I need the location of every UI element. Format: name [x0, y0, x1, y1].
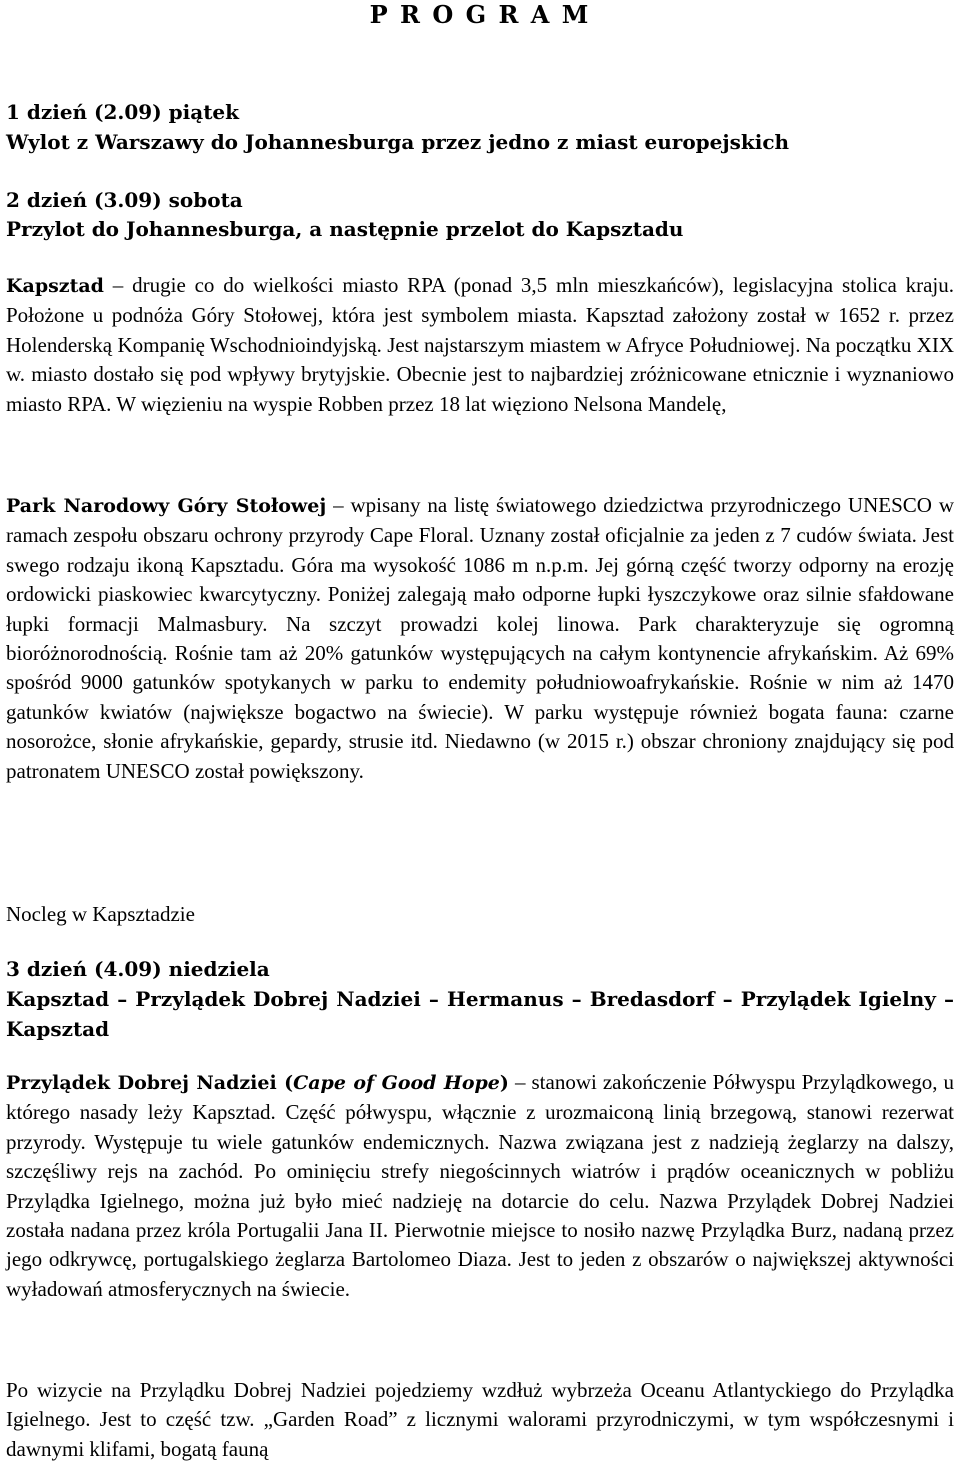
day1-heading: 1 dzień (2.09) piątek — [6, 100, 240, 124]
day2-route: Przylot do Johannesburga, a następnie przelot do Kapsztadu — [6, 217, 684, 241]
table-mountain-paragraph — [6, 491, 954, 786]
page-title: P R O G R A M — [369, 0, 591, 29]
table-mountain-term: Park Narodowy Góry Stołowej — [6, 495, 327, 517]
day2-heading: 2 dzień (3.09) sobota — [6, 188, 243, 212]
cape-town-term: Kapsztad — [6, 275, 104, 297]
cape-of-good-hope-english: Cape of Good Hope — [293, 1072, 500, 1094]
garden-road-text: Po wizycie na Przylądku Dobrej Nadziei pojedziemy wzdłuż wybrzeża Oceanu Atlantyckiego do Przylądka Igielnego. Jest to część tzw. „Garden Road” z licznymi walorami przyrodniczymi, w tym współczesnymi i dawnymi klifami, bogatą fauną — [6, 1378, 954, 1461]
cape-town-text: – drugie co do wielkości miasto RPA (ponad 3,5 mln mieszkańców), legislacyjna stolica kraju. Położone u podnóża Góry Stołowej, która jest symbolem miasta. Kapsztad założony został w 1652 r. przez Holenderską Kompanię Wschodnioindyjską. Jest najstarszym miastem w Afryce Południowej. Na początku XIX w. miasto dostało się pod wpływy brytyjskie. Obecnie jest to najbardziej zróżnicowane etnicznie i wyznaniowo miasto RPA. W więzieniu na wyspie Robben przez 18 lat więziono Nelsona Mandelę, — [6, 273, 954, 416]
cape-of-good-hope-text: – stanowi zakończenie Półwyspu Przylądkowego, u którego nasady leży Kapsztad. Część półwyspu, włącznie z urozmaiconą linią brzegową, stanowi rezerwat przyrody. Występuje tu wiele gatunków endemicznych. Nazwa związana jest z nadzieją żeglarzy na dalszy, szczęśliwy rejs na zachód. Po ominięciu strefy niegościnnych wiatrów i prądów oceanicznych w pobliżu Przylądka Igielnego, można już było mieć nadzieję na dotarcie do celu. Nazwa Przylądek Dobrej Nadziei została nadana przez króla Portugalii Jana II. Pierwotnie miejsce to nosiło nazwę Przylądka Burz, nadaną przez jego odkrywcę, portugalskiego żeglarza Bartolomeo Diaza. Jest to jeden z obszarów o największej aktywności wyładowań atmosferycznych na świecie. — [6, 1070, 955, 1301]
table-mountain-text: – wpisany na listę światowego dziedzictwa przyrodniczego UNESCO w ramach zespołu obszaru ochrony przyrody Cape Floral. Uznany został oficjalnie za jeden z 7 cudów świata. Jest swego rodzaju ikoną Kapsztadu. Góra ma wysokość 1086 m n.p.m. Jej górną część tworzy odporny na erozję ordowicki piaskowiec kwarcytyczny. Poniżej zalegają mało odporne łupki łyszczykowe oraz silnie sfałdowane łupki formacji Malmasbury. Na szczyt prowadzi kolej linowa. Park charakteryzuje się ogromną bioróżnorodnością. Rośnie tam aż 20% gatunków występujących na całym kontynencie afrykańskim. Aż 69% spośród 9000 gatunków spotykanych w parku to endemity południowoafrykańskie. Rośnie w nim aż 1470 gatunków kwiatów (największe bogactwo na świecie). W parku występuje również bogata fauna: czarne nosorożce, słonie afrykańskie, gepardy, strusie itd. Niedawno (w 2015 r.) obszar chroniony znajdujący się pod patronatem UNESCO został powiększony. — [6, 493, 954, 783]
cape-town-paragraph — [6, 271, 954, 419]
cape-of-good-hope-term: Przylądek Dobrej Nadziei (Cape of Good Hope) — [6, 1072, 509, 1094]
garden-road-paragraph — [6, 1376, 954, 1464]
day3-route: Kapsztad – Przylądek Dobrej Nadziei – Hermanus – Bredasdorf – Przylądek Igielny – Kapsztad — [6, 987, 954, 1041]
day2-overnight: Nocleg w Kapsztadzie — [6, 902, 195, 926]
cape-of-good-hope-paragraph — [6, 1068, 954, 1304]
day3-heading: 3 dzień (4.09) niedziela — [6, 957, 270, 981]
day1-route: Wylot z Warszawy do Johannesburga przez jedno z miast europejskich — [6, 130, 790, 154]
